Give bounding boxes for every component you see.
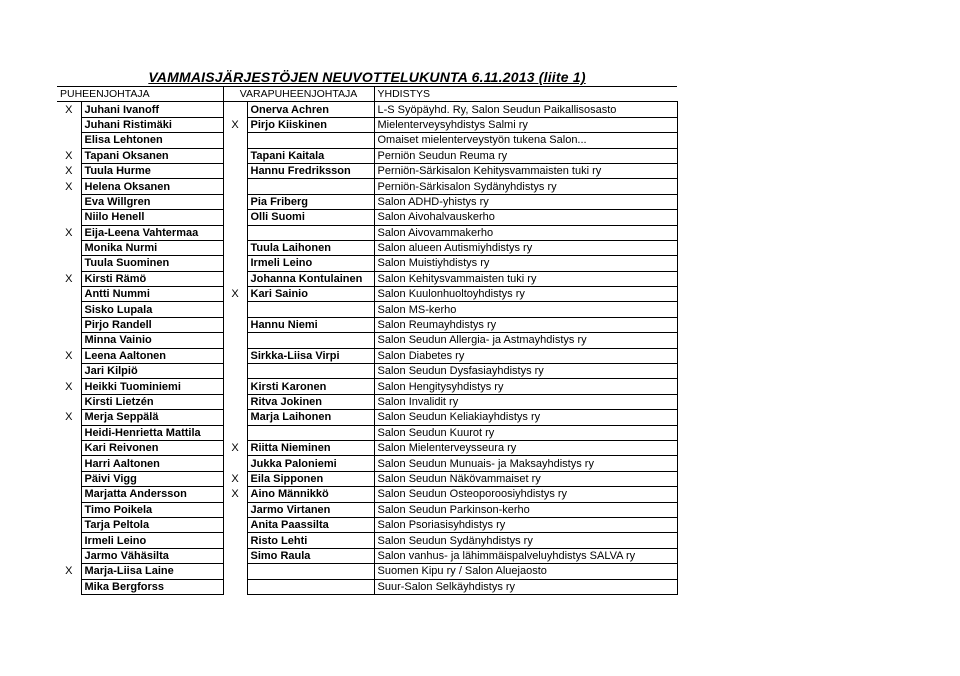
roster-table xyxy=(57,86,678,595)
attendance-mark xyxy=(57,287,81,302)
attendance-mark: X xyxy=(65,165,73,178)
attendance-mark xyxy=(57,548,81,563)
attendance-mark xyxy=(57,302,81,317)
deputy-name xyxy=(247,564,374,579)
deputy-attendance-mark xyxy=(223,517,247,532)
table-row xyxy=(57,579,677,594)
deputy-attendance-mark xyxy=(223,317,247,332)
association-name: Salon vanhus- ja lähimmäispalveluyhdistys SALVA ry xyxy=(374,548,677,563)
chair-name: Mika Bergforss xyxy=(81,579,223,594)
attendance-mark xyxy=(57,256,81,271)
document-title: VAMMAISJÄRJESTÖJEN NEUVOTTELUKUNTA 6.11.2013 (liite 1) xyxy=(148,69,586,85)
association-name: Salon Seudun Munuais- ja Maksayhdistys ry xyxy=(374,456,677,471)
chair-name: Elisa Lehtonen xyxy=(81,133,223,148)
attendance-mark: X xyxy=(65,226,73,239)
header-chair: PUHEENJOHTAJA xyxy=(57,87,223,102)
roster-table-body xyxy=(57,87,677,595)
attendance-mark: X xyxy=(65,565,73,578)
deputy-name: Jarmo Virtanen xyxy=(247,502,374,517)
table-row xyxy=(57,394,677,409)
chair-name: Juhani Ivanoff xyxy=(81,102,223,117)
deputy-attendance-mark: X xyxy=(223,287,247,302)
association-name: Mielenterveysyhdistys Salmi ry xyxy=(374,117,677,132)
deputy-attendance-mark xyxy=(223,102,247,117)
deputy-attendance-mark xyxy=(223,548,247,563)
association-name: Salon Reumayhdistys ry xyxy=(374,317,677,332)
attendance-mark xyxy=(57,240,81,255)
deputy-name xyxy=(247,179,374,194)
chair-name: Kirsti Rämö xyxy=(81,271,223,286)
deputy-name: Hannu Niemi xyxy=(247,317,374,332)
deputy-attendance-mark xyxy=(223,425,247,440)
association-name: Suur-Salon Selkäyhdistys ry xyxy=(374,579,677,594)
chair-name: Päivi Vigg xyxy=(81,471,223,486)
table-row xyxy=(57,102,677,117)
table-row xyxy=(57,364,677,379)
association-name: Salon Muistiyhdistys ry xyxy=(374,256,677,271)
attendance-mark xyxy=(57,533,81,548)
attendance-mark xyxy=(57,579,81,594)
deputy-attendance-mark xyxy=(223,163,247,178)
attendance-mark xyxy=(57,425,81,440)
chair-name: Harri Aaltonen xyxy=(81,456,223,471)
chair-name: Kirsti Lietzén xyxy=(81,394,223,409)
table-row xyxy=(57,548,677,563)
chair-name: Niilo Henell xyxy=(81,210,223,225)
table-row xyxy=(57,179,677,194)
deputy-name: Risto Lehti xyxy=(247,533,374,548)
deputy-attendance-mark xyxy=(223,210,247,225)
chair-name: Juhani Ristimäki xyxy=(81,117,223,132)
table-row xyxy=(57,487,677,502)
deputy-name: Anita Paassilta xyxy=(247,517,374,532)
chair-name: Tarja Peltola xyxy=(81,517,223,532)
attendance-mark xyxy=(57,333,81,348)
deputy-attendance-mark xyxy=(223,333,247,348)
deputy-name: Sirkka-Liisa Virpi xyxy=(247,348,374,363)
chair-name: Heidi-Henrietta Mattila xyxy=(81,425,223,440)
table-row xyxy=(57,502,677,517)
chair-name: Leena Aaltonen xyxy=(81,348,223,363)
table-row xyxy=(57,287,677,302)
deputy-attendance-mark xyxy=(223,564,247,579)
header-row xyxy=(57,87,677,102)
table-row xyxy=(57,133,677,148)
attendance-mark: X xyxy=(65,380,73,393)
association-name: Salon Kuulonhuoltoyhdistys ry xyxy=(374,287,677,302)
deputy-attendance-mark xyxy=(223,394,247,409)
association-name: Salon MS-kerho xyxy=(374,302,677,317)
deputy-name: Simo Raula xyxy=(247,548,374,563)
chair-name: Marja-Liisa Laine xyxy=(81,564,223,579)
chair-name: Tuula Hurme xyxy=(81,163,223,178)
table-row xyxy=(57,410,677,425)
chair-name: Marjatta Andersson xyxy=(81,487,223,502)
deputy-name: Jukka Paloniemi xyxy=(247,456,374,471)
deputy-name xyxy=(247,133,374,148)
deputy-attendance-mark xyxy=(223,148,247,163)
table-row xyxy=(57,194,677,209)
deputy-name: Tuula Laihonen xyxy=(247,240,374,255)
chair-name: Minna Vainio xyxy=(81,333,223,348)
attendance-mark: X xyxy=(65,149,73,162)
attendance-mark xyxy=(57,487,81,502)
deputy-name xyxy=(247,364,374,379)
chair-name: Merja Seppälä xyxy=(81,410,223,425)
attendance-mark xyxy=(57,394,81,409)
deputy-name: Kari Sainio xyxy=(247,287,374,302)
deputy-attendance-mark xyxy=(223,379,247,394)
deputy-name: Aino Männikkö xyxy=(247,487,374,502)
table-row xyxy=(57,471,677,486)
association-name: Salon ADHD-yhistys ry xyxy=(374,194,677,209)
table-row xyxy=(57,317,677,332)
association-name: Omaiset mielenterveystyön tukena Salon... xyxy=(374,133,677,148)
deputy-attendance-mark xyxy=(223,225,247,240)
deputy-name xyxy=(247,302,374,317)
deputy-attendance-mark xyxy=(223,240,247,255)
table-row xyxy=(57,163,677,178)
table-row xyxy=(57,333,677,348)
header-association: YHDISTYS xyxy=(374,87,677,102)
association-name: Salon Invalidit ry xyxy=(374,394,677,409)
deputy-attendance-mark xyxy=(223,533,247,548)
deputy-attendance-mark xyxy=(223,256,247,271)
association-name: Salon Seudun Osteoporoosiyhdistys ry xyxy=(374,487,677,502)
header-deputy: VARAPUHEENJOHTAJA xyxy=(223,87,374,102)
association-name: Salon Seudun Allergia- ja Astmayhdistys ry xyxy=(374,333,677,348)
table-row xyxy=(57,379,677,394)
chair-name: Tapani Oksanen xyxy=(81,148,223,163)
association-name: Salon Mielenterveysseura ry xyxy=(374,440,677,455)
chair-name: Timo Poikela xyxy=(81,502,223,517)
deputy-name: Marja Laihonen xyxy=(247,410,374,425)
deputy-name: Riitta Nieminen xyxy=(247,440,374,455)
association-name: Salon Kehitysvammaisten tuki ry xyxy=(374,271,677,286)
attendance-mark xyxy=(57,117,81,132)
deputy-name: Johanna Kontulainen xyxy=(247,271,374,286)
deputy-name: Onerva Achren xyxy=(247,102,374,117)
association-name: Perniön Seudun Reuma ry xyxy=(374,148,677,163)
deputy-name: Pirjo Kiiskinen xyxy=(247,117,374,132)
deputy-name: Kirsti Karonen xyxy=(247,379,374,394)
association-name: Suomen Kipu ry / Salon Aluejaosto xyxy=(374,564,677,579)
table-row xyxy=(57,302,677,317)
table-row xyxy=(57,210,677,225)
chair-name: Eija-Leena Vahtermaa xyxy=(81,225,223,240)
chair-name: Eva Willgren xyxy=(81,194,223,209)
roster-table-frame xyxy=(57,86,677,595)
attendance-mark xyxy=(57,317,81,332)
association-name: Perniön-Särkisalon Sydänyhdistys ry xyxy=(374,179,677,194)
deputy-name: Pia Friberg xyxy=(247,194,374,209)
deputy-attendance-mark xyxy=(223,579,247,594)
attendance-mark xyxy=(57,517,81,532)
deputy-name: Ritva Jokinen xyxy=(247,394,374,409)
chair-name: Monika Nurmi xyxy=(81,240,223,255)
chair-name: Kari Reivonen xyxy=(81,440,223,455)
association-name: Salon Seudun Kuurot ry xyxy=(374,425,677,440)
deputy-attendance-mark xyxy=(223,410,247,425)
association-name: Salon Seudun Parkinson-kerho xyxy=(374,502,677,517)
table-row xyxy=(57,271,677,286)
table-row xyxy=(57,117,677,132)
attendance-mark xyxy=(57,471,81,486)
chair-name: Pirjo Randell xyxy=(81,317,223,332)
deputy-name: Irmeli Leino xyxy=(247,256,374,271)
deputy-name: Tapani Kaitala xyxy=(247,148,374,163)
attendance-mark xyxy=(57,456,81,471)
deputy-name xyxy=(247,225,374,240)
table-row xyxy=(57,348,677,363)
association-name: Perniön-Särkisalon Kehitysvammaisten tuki ry xyxy=(374,163,677,178)
deputy-name xyxy=(247,425,374,440)
attendance-mark: X xyxy=(65,180,73,193)
association-name: Salon Seudun Sydänyhdistys ry xyxy=(374,533,677,548)
chair-name: Antti Nummi xyxy=(81,287,223,302)
association-name: Salon Seudun Näkövammaiset ry xyxy=(374,471,677,486)
chair-name: Tuula Suominen xyxy=(81,256,223,271)
attendance-mark: X xyxy=(65,103,73,116)
attendance-mark xyxy=(57,502,81,517)
table-row xyxy=(57,440,677,455)
chair-name: Jari Kilpiö xyxy=(81,364,223,379)
association-name: L-S Syöpäyhd. Ry, Salon Seudun Paikallisosasto xyxy=(374,102,677,117)
deputy-name xyxy=(247,579,374,594)
association-name: Salon Psoriasisyhdistys ry xyxy=(374,517,677,532)
deputy-attendance-mark xyxy=(223,194,247,209)
chair-name: Sisko Lupala xyxy=(81,302,223,317)
association-name: Salon Diabetes ry xyxy=(374,348,677,363)
table-row xyxy=(57,225,677,240)
association-name: Salon Seudun Dysfasiayhdistys ry xyxy=(374,364,677,379)
association-name: Salon Aivohalvauskerho xyxy=(374,210,677,225)
deputy-attendance-mark: X xyxy=(223,440,247,455)
table-row xyxy=(57,517,677,532)
attendance-mark xyxy=(57,440,81,455)
deputy-attendance-mark xyxy=(223,364,247,379)
chair-name: Jarmo Vähäsilta xyxy=(81,548,223,563)
association-name: Salon Hengitysyhdistys ry xyxy=(374,379,677,394)
deputy-attendance-mark xyxy=(223,271,247,286)
chair-name: Heikki Tuominiemi xyxy=(81,379,223,394)
table-row xyxy=(57,456,677,471)
chair-name: Helena Oksanen xyxy=(81,179,223,194)
deputy-attendance-mark: X xyxy=(223,487,247,502)
attendance-mark: X xyxy=(65,272,73,285)
deputy-name xyxy=(247,333,374,348)
attendance-mark xyxy=(57,133,81,148)
deputy-name: Eila Sipponen xyxy=(247,471,374,486)
table-row xyxy=(57,148,677,163)
table-row xyxy=(57,425,677,440)
deputy-name: Hannu Fredriksson xyxy=(247,163,374,178)
deputy-attendance-mark xyxy=(223,348,247,363)
table-row xyxy=(57,533,677,548)
chair-name: Irmeli Leino xyxy=(81,533,223,548)
deputy-attendance-mark xyxy=(223,179,247,194)
attendance-mark: X xyxy=(65,349,73,362)
deputy-attendance-mark xyxy=(223,302,247,317)
deputy-name: Olli Suomi xyxy=(247,210,374,225)
attendance-mark xyxy=(57,210,81,225)
table-row xyxy=(57,256,677,271)
deputy-attendance-mark xyxy=(223,133,247,148)
deputy-attendance-mark xyxy=(223,456,247,471)
attendance-mark xyxy=(57,364,81,379)
deputy-attendance-mark xyxy=(223,502,247,517)
association-name: Salon Aivovammakerho xyxy=(374,225,677,240)
deputy-attendance-mark: X xyxy=(223,471,247,486)
association-name: Salon alueen Autismiyhdistys ry xyxy=(374,240,677,255)
table-row xyxy=(57,564,677,579)
attendance-mark xyxy=(57,194,81,209)
deputy-attendance-mark: X xyxy=(223,117,247,132)
association-name: Salon Seudun Keliakiayhdistys ry xyxy=(374,410,677,425)
table-row xyxy=(57,240,677,255)
attendance-mark: X xyxy=(65,411,73,424)
